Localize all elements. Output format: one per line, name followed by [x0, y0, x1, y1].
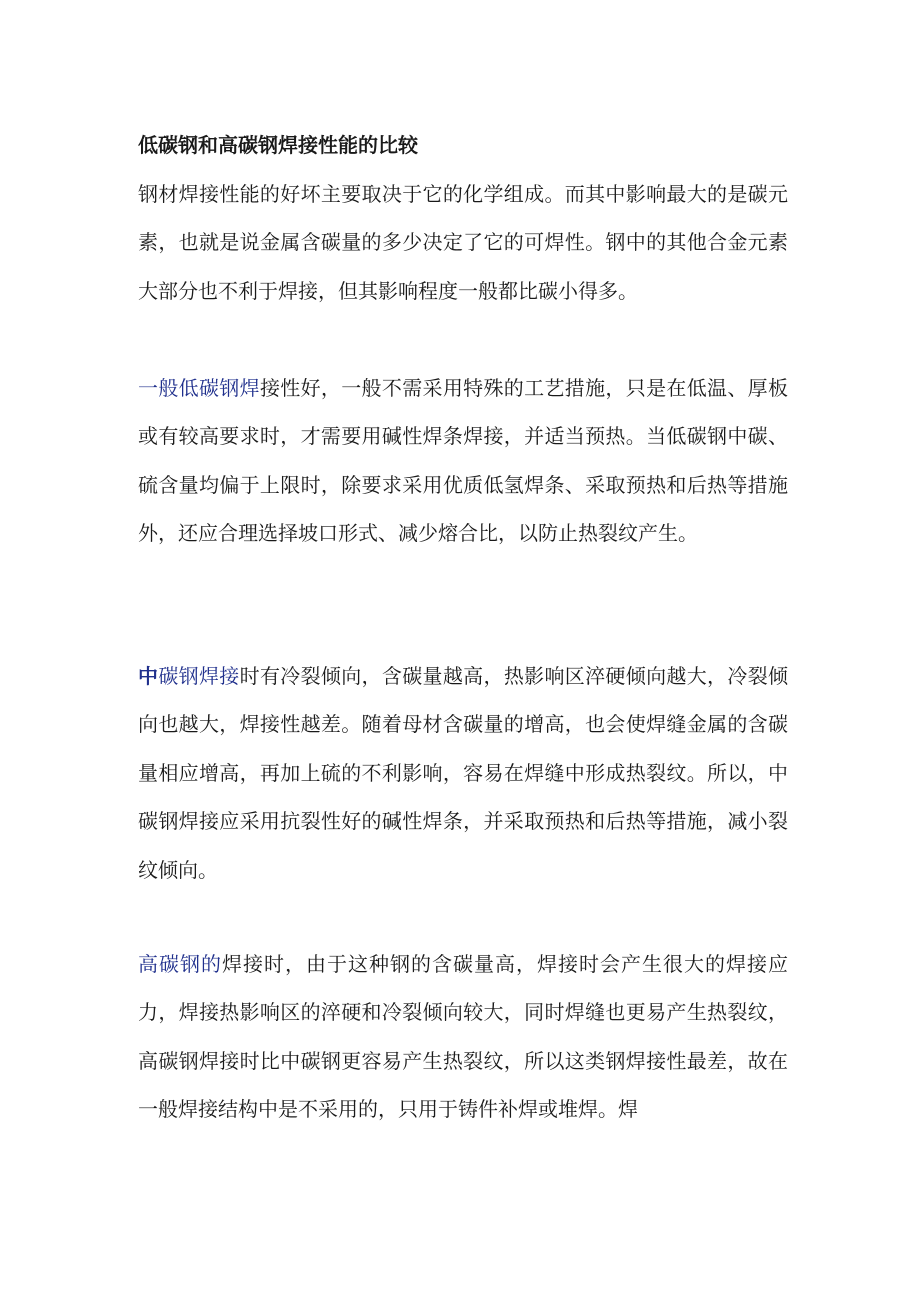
paragraph-low-carbon: [138, 364, 788, 558]
paragraph-high-carbon: [138, 940, 788, 1134]
paragraph-medium-carbon-text: 时有冷裂倾向，含碳量越高，热影响区淬硬倾向越大，冷裂倾向也越大，焊接性越差。随着母材含碳量的增高，也会使焊缝金属的含碳量相应增高，再加上硫的不利影响，容易在焊缝中形成热裂纹。所以，中碳钢焊接应采用抗裂性好的碱性焊条，并采取预热和后热等措施，减小裂纹倾向。: [138, 664, 789, 882]
paragraph-intro: [138, 170, 788, 315]
medium-carbon-link[interactable]: 碳钢焊接: [158, 664, 240, 688]
paragraph-high-carbon-text: 焊接时，由于这种钢的含碳量高，焊接时会产生很大的焊接应力，焊接热影响区的淬硬和冷裂倾向较大，同时焊缝也更易产生热裂纹，高碳钢焊接时比中碳钢更容易产生热裂纹，所以这类钢焊接性最差，故在一般焊接结构中是不采用的，只用于铸件补焊或堆焊。焊: [138, 952, 788, 1122]
medium-carbon-link-bold[interactable]: 中: [138, 664, 159, 688]
paragraph-low-carbon-text: 接性好，一般不需采用特殊的工艺措施，只是在低温、厚板或有较高要求时，才需要用碱性焊条焊接，并适当预热。当低碳钢中碳、硫含量均偏于上限时，除要求采用优质低氢焊条、采取预热和后热等措施外，还应合理选择坡口形式、减少熔合比，以防止热裂纹产生。: [138, 376, 789, 546]
high-carbon-link[interactable]: 高碳钢的: [138, 952, 222, 976]
paragraph-medium-carbon: [138, 652, 788, 894]
document-title: 低碳钢和高碳钢焊接性能的比较: [138, 133, 418, 157]
low-carbon-link[interactable]: 一般低碳钢焊: [138, 376, 260, 400]
paragraph-intro-text: 钢材焊接性能的好坏主要取决于它的化学组成。而其中影响最大的是碳元素，也就是说金属含碳量的多少决定了它的可焊性。钢中的其他合金元素大部分也不利于焊接，但其影响程度一般都比碳小得多。: [138, 182, 788, 303]
